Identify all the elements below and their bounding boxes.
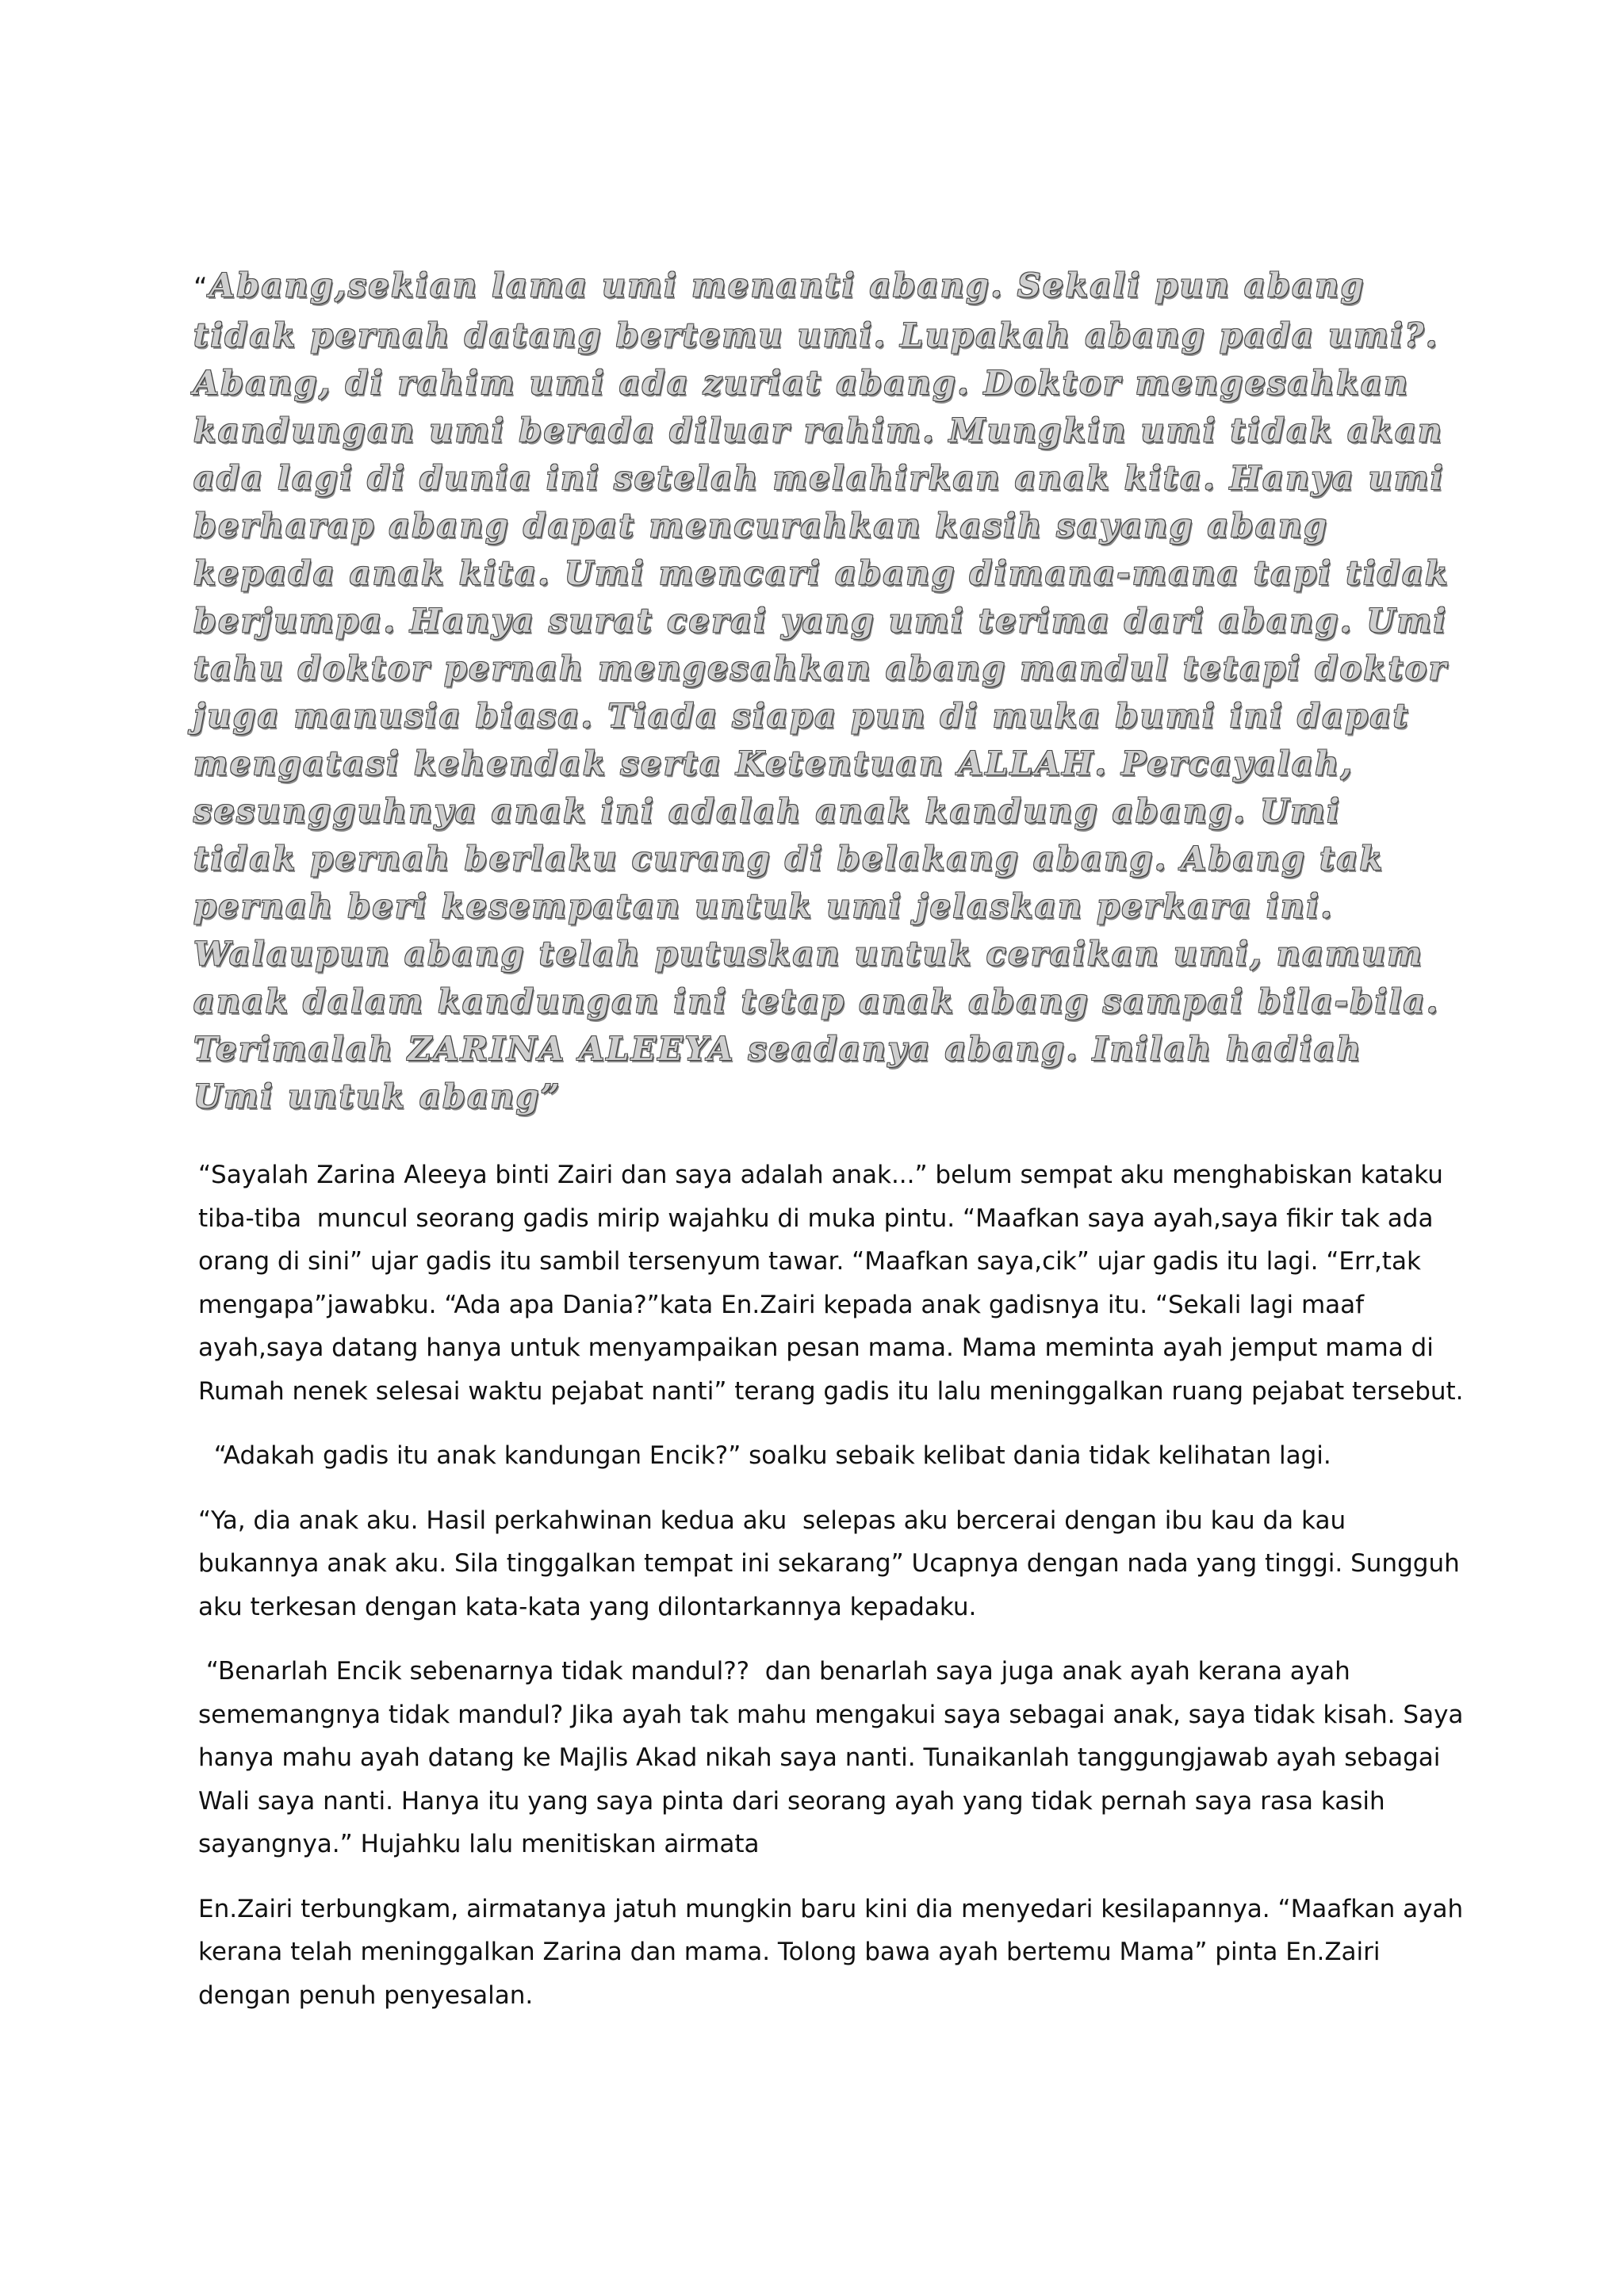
story-body	[198, 1154, 1472, 2038]
story-paragraph: “Ya, dia anak aku. Hasil perkahwinan kedua aku selepas aku bercerai dengan ibu kau da kau bukannya anak aku. Sila tinggalkan tempat ini sekarang” Ucapnya dengan nada yang tinggi. Sungguh aku terkesan dengan kata-kata yang dilontarkannya kepadaku.	[198, 1506, 1468, 1621]
story-paragraph: “Sayalah Zarina Aleeya binti Zairi dan saya adalah anak...” belum sempat aku menghabiskan kataku tiba-tiba muncul seorang gadis mirip wajahku di muka pintu. “Maafkan saya ayah,saya fikir tak ada orang di sini” ujar gadis itu sambil tersenyum tawar. “Maafkan saya,cik” ujar gadis itu lagi. “Err,tak mengapa”jawabku. “Ada apa Dania?”kata En.Zairi kepada anak gadisnya itu. “Sekali lagi maaf ayah,saya datang hanya untuk menyampaikan pesan mama. Mama meminta ayah jemput mama di Rumah nenek selesai waktu pejabat nanti” terang gadis itu lalu meninggalkan ruang pejabat tersebut.	[198, 1161, 1464, 1406]
story-paragraph: “Benarlah Encik sebenarnya tidak mandul?? dan benarlah saya juga anak ayah kerana ayah sememangnya tidak mandul? Jika ayah tak mahu mengakui saya sebagai anak, saya tidak kisah. Saya hanya mahu ayah datang ke Majlis Akad nikah saya nanti. Tunaikanlah tanggungjawab ayah sebagai Wali saya nanti. Hanya itu yang saya pinta dari seorang ayah yang tidak pernah saya rasa kasih sayangnya.” Hujahku lalu menitiskan airmata	[198, 1657, 1472, 1858]
letter-open-quote: “	[193, 272, 210, 304]
story-paragraph: “Adakah gadis itu anak kandungan Encik?” soalku sebaik kelibat dania tidak kelihatan lagi.	[198, 1441, 1331, 1470]
letter-quote	[193, 262, 1454, 1120]
story-paragraph: En.Zairi terbungkam, airmatanya jatuh mungkin baru kini dia menyedari kesilapannya. “Maafkan ayah kerana telah meninggalkan Zarina dan mama. Tolong bawa ayah bertemu Mama” pinta En.Zairi dengan penuh penyesalan.	[198, 1894, 1471, 2010]
letter-text: Abang,sekian lama umi menanti abang. Sekali pun abang tidak pernah datang bertemu umi. Lupakah abang pada umi?. Abang, di rahim umi ada zuriat abang. Doktor mengesahkan kandungan umi berada diluar rahim. Mungkin umi tidak akan ada lagi di dunia ini setelah melahirkan anak kita. Hanya umi berharap abang dapat mencurahkan kasih sayang abang kepada anak kita. Umi mencari abang dimana-mana tapi tidak berjumpa. Hanya surat cerai yang umi terima dari abang. Umi tahu doktor pernah mengesahkan abang mandul tetapi doktor juga manusia biasa. Tiada siapa pun di muka bumi ini dapat mengatasi kehendak serta Ketentuan ALLAH. Percayalah, sesungguhnya anak ini adalah anak kandung abang. Umi tidak pernah berlaku curang di belakang abang. Abang tak pernah beri kesempatan untuk umi jelaskan perkara ini. Walaupun abang telah putuskan untuk ceraikan umi, namum anak dalam kandungan ini tetap anak abang sampai bila-bila. Terimalah ZARINA ALEEYA seadanya abang. Inilah hadiah Umi untuk abang”	[193, 266, 1450, 1115]
